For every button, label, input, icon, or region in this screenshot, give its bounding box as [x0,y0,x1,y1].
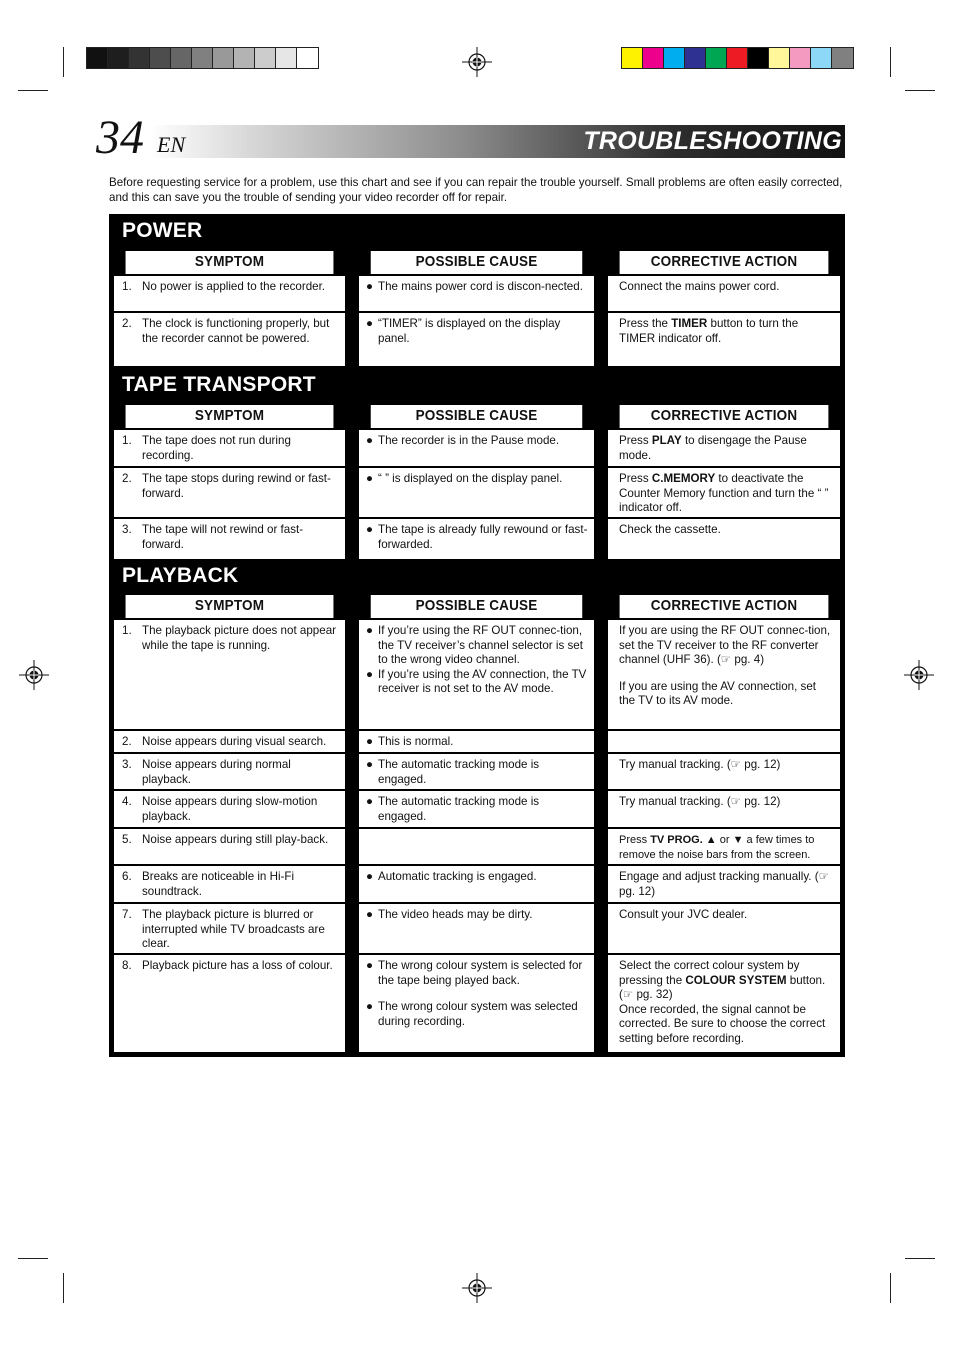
cause-cell: ● “ ” is displayed on the display panel. [359,468,594,517]
header-symptom: SYMPTOM [126,595,334,618]
color-swatch [748,48,769,68]
cause-cell: ● “TIMER” is displayed on the display panel. [359,313,594,366]
color-swatch [213,48,234,68]
header-cause: POSSIBLE CAUSE [371,251,583,274]
cause-cell: ● The automatic tracking mode is engaged. [359,791,594,827]
gray-swatch-bar [86,47,319,69]
symptom-text: The tape stops during rewind or fast-forward. [142,472,331,500]
troubleshooting-table [109,214,845,1057]
color-swatch [769,48,790,68]
table-row: 1. The playback picture does not appear while the tape is running. [114,620,345,729]
cause-cell: ● This is normal. [359,731,594,752]
cause-text: The automatic tracking mode is engaged. [378,758,540,786]
action-cell: Press TV PROG. ▲ or ▼ a few times to remove the noise bars from the screen. [608,829,840,864]
action-cell [608,866,840,902]
table-row: 6. Breaks are noticeable in Hi-Fi soundtrack. [114,866,345,902]
table-row: 4. Noise appears during slow-motion playback. [114,791,345,827]
color-swatch [171,48,192,68]
color-swatch [192,48,213,68]
language-code: EN [157,132,186,157]
color-swatch [276,48,297,68]
cause-cell: ● The wrong colour system is selected for the tape being played back. ● The wrong colour system was selected during recording. [359,955,594,1052]
cause-text: The mains power cord is discon-nected. [378,280,583,293]
symptom-text: Breaks are noticeable in Hi-Fi soundtrack. [142,870,295,898]
color-swatch [150,48,171,68]
color-swatch [685,48,706,68]
table-row: 7. The playback picture is blurred or interrupted while TV broadcasts are clear. [114,904,345,953]
action-cell [608,754,840,789]
action-cell [608,791,840,827]
color-swatch [622,48,643,68]
section-title-power: POWER [122,219,203,242]
action-cell: Select the correct colour system by pressing the COLOUR SYSTEM button. (☞ pg. 32) Once recorded, the signal cannot be corrected. Be sure to choose the correct setting before recording. [608,955,840,1052]
cause-cell: ● If you’re using the RF OUT connec-tion, the TV receiver’s channel selector is set to the wrong video channel. ● If you’re using the AV connection, the TV receiver is not set to the AV mode. [359,620,594,729]
action-cell [608,276,840,311]
registration-mark-icon [904,660,934,690]
registration-mark-icon [19,660,49,690]
intro-text: Before requesting service for a problem, use this chart and see if you can repair the trouble yourself. Small problems are often easily corrected, and this can save you the trouble of sending your video recorder off for repair. [109,176,843,204]
cause-text: If you’re using the AV connection, the TV receiver is not set to the AV mode. [378,667,587,695]
cause-cell: ● The automatic tracking mode is engaged. [359,754,594,789]
table-row: 2. Noise appears during visual search. [114,731,345,752]
table-row: 1. No power is applied to the recorder. [114,276,345,311]
cause-text: This is normal. [378,735,454,748]
action-text: Try manual tracking. (☞ pg. 12) [619,758,781,771]
action-text: Consult your JVC dealer. [619,908,748,921]
section-title-tape-transport: TAPE TRANSPORT [122,373,316,396]
cause-text: The automatic tracking mode is engaged. [378,795,540,823]
cause-cell: ● The video heads may be dirty. [359,904,594,953]
color-swatch [129,48,150,68]
action-cell: Press PLAY to disengage the Pause mode. [608,430,840,466]
action-text: Connect the mains power cord. [619,280,780,293]
color-swatch [832,48,853,68]
header-action: CORRECTIVE ACTION [620,405,829,428]
header-action: CORRECTIVE ACTION [620,251,829,274]
table-row: 2. The tape stops during rewind or fast-forward. [114,468,345,517]
header-action: CORRECTIVE ACTION [620,595,829,618]
cause-text: The video heads may be dirty. [378,908,533,921]
section-title-playback: PLAYBACK [122,564,239,587]
symptom-text: Noise appears during normal playback. [142,758,291,786]
registration-mark-icon [462,1273,492,1303]
action-cell [608,519,840,559]
header-cause: POSSIBLE CAUSE [371,405,583,428]
table-row: 3. Noise appears during normal playback. [114,754,345,789]
color-swatch [108,48,129,68]
cause-cell: ● The recorder is in the Pause mode. [359,430,594,466]
cause-cell [359,829,594,864]
symptom-text: Noise appears during still play-back. [142,833,329,846]
color-swatch [790,48,811,68]
action-cell [608,904,840,953]
table-row: 1. The tape does not run during recording. [114,430,345,466]
action-cell: Press C.MEMORY to deactivate the Counter Memory function and turn the “ ” indicator off. [608,468,840,517]
color-swatch [811,48,832,68]
color-swatch [643,48,664,68]
color-swatch [297,48,318,68]
action-cell [608,731,840,752]
symptom-text: Playback picture has a loss of colour. [142,959,333,972]
cause-text: The wrong colour system is selected for the tape being played back. [378,959,583,987]
symptom-text: The tape does not run during recording. [142,434,291,462]
cause-text: Automatic tracking is engaged. [378,870,537,883]
table-row: 2. The clock is functioning properly, but the recorder cannot be powered. [114,313,345,366]
action-text: Try manual tracking. (☞ pg. 12) [619,795,781,808]
symptom-text: Noise appears during visual search. [142,735,327,748]
color-swatch [706,48,727,68]
cause-text: The wrong colour system was selected during recording. [378,1000,578,1028]
cause-cell: ● The mains power cord is discon-nected. [359,276,594,311]
header-symptom: SYMPTOM [126,251,334,274]
symptom-text: No power is applied to the recorder. [142,280,326,293]
symptom-text: The tape will not rewind or fast-forward. [142,523,304,551]
page-number: 34 [96,111,144,164]
color-swatch [87,48,108,68]
action-text: Engage and adjust tracking manually. (☞ pg. 12) [619,870,829,898]
symptom-text: The playback picture does not appear while the tape is running. [142,624,336,652]
symptom-text: The playback picture is blurred or interrupted while TV broadcasts are clear. [142,908,325,950]
color-swatch-bar [621,47,854,69]
action-text: If you are using the RF OUT connec-tion, set the TV receiver to the RF converter channel (UHF 36). (☞ pg. 4) [619,624,831,666]
page-title: TROUBLESHOOTING [583,127,842,155]
symptom-text: The clock is functioning properly, but the recorder cannot be powered. [142,317,330,345]
table-row: 8. Playback picture has a loss of colour. [114,955,345,1052]
cause-text: The recorder is in the Pause mode. [378,434,560,447]
cause-cell: ● The tape is already fully rewound or fast-forwarded. [359,519,594,559]
action-text: Check the cassette. [619,523,721,536]
color-swatch [255,48,276,68]
color-swatch [727,48,748,68]
cause-text: If you’re using the RF OUT connec-tion, the TV receiver’s channel selector is set to the wrong video channel. [378,624,583,666]
action-text: If you are using the AV connection, set the TV to its AV mode. [619,679,817,707]
action-cell [608,620,840,729]
cause-text: “TIMER” is displayed on the display panel. [378,317,561,345]
cause-text: “ ” is displayed on the display panel. [378,472,563,485]
color-swatch [664,48,685,68]
registration-mark-icon [462,47,492,77]
color-swatch [234,48,255,68]
action-text: Once recorded, the signal cannot be corrected. Be sure to choose the correct setting before recording. [619,1002,826,1045]
table-row: 5. Noise appears during still play-back. [114,829,345,864]
cause-cell: ● Automatic tracking is engaged. [359,866,594,902]
cause-text: The tape is already fully rewound or fast-forwarded. [378,523,588,551]
symptom-text: Noise appears during slow-motion playback. [142,795,318,823]
title-bar [150,125,845,158]
header-symptom: SYMPTOM [126,405,334,428]
table-row: 3. The tape will not rewind or fast-forward. [114,519,345,559]
header-cause: POSSIBLE CAUSE [371,595,583,618]
action-cell: Press the TIMER button to turn the TIMER indicator off. [608,313,840,366]
